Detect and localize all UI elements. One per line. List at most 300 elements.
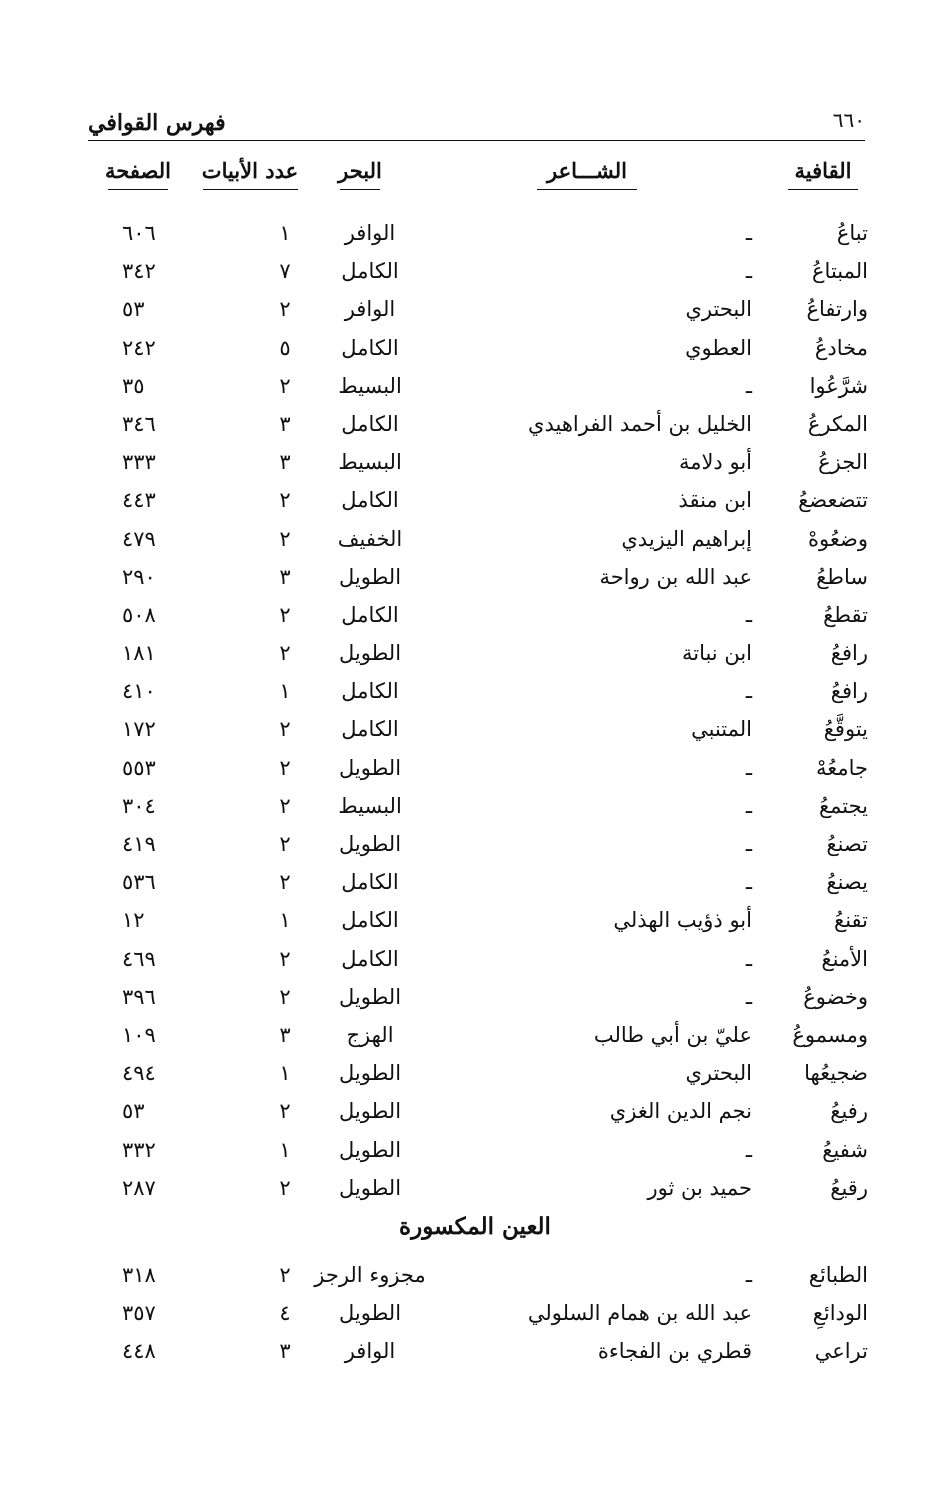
cell-abyat-text: ٥ xyxy=(279,335,291,360)
cell-safha-text: ٣٥٧ xyxy=(122,1301,156,1325)
cell-safha-text: ٥٣ xyxy=(122,297,145,322)
cell-abyat xyxy=(245,565,325,589)
cell-safha xyxy=(122,527,192,551)
table-row xyxy=(0,251,950,289)
cell-qafia-text: رقيعُ xyxy=(830,1175,868,1200)
cell-shaer xyxy=(682,641,752,665)
cell-shaer xyxy=(610,1099,752,1123)
cell-shaer xyxy=(598,1339,752,1363)
cell-abyat xyxy=(245,717,325,741)
table-row xyxy=(0,595,950,633)
cell-safha xyxy=(122,336,192,360)
cell-shaer-text: العطوي xyxy=(685,335,752,360)
cell-shaer xyxy=(746,679,752,703)
cell-abyat-text: ٣ xyxy=(279,564,291,589)
cell-abyat xyxy=(245,259,325,283)
cell-bahr xyxy=(310,488,430,512)
cell-safha-text: ٣٤٢ xyxy=(122,259,156,284)
cell-abyat-text: ٢ xyxy=(279,793,291,818)
cell-bahr-text: الطويل xyxy=(338,1099,402,1124)
cell-qafia xyxy=(822,1138,868,1162)
cell-bahr xyxy=(310,870,430,894)
cell-bahr-text: مجزوء الرجز xyxy=(314,1263,426,1287)
table-row xyxy=(0,786,950,824)
table-row xyxy=(0,1168,950,1206)
cell-qafia xyxy=(815,336,868,360)
column-label-bahr: البحر xyxy=(338,158,382,183)
cell-qafia xyxy=(821,947,868,971)
cell-bahr xyxy=(310,297,430,321)
cell-shaer xyxy=(686,1061,753,1085)
cell-safha-text: ٤٦٩ xyxy=(122,946,156,971)
cell-bahr xyxy=(310,527,430,551)
cell-shaer xyxy=(686,297,753,321)
cell-bahr-text: البسيط xyxy=(338,793,402,818)
cell-abyat xyxy=(245,947,325,971)
cell-shaer xyxy=(678,488,752,512)
cell-qafia-text: ومسموعُ xyxy=(792,1022,868,1047)
cell-qafia xyxy=(808,412,868,436)
cell-safha xyxy=(122,1339,192,1363)
cell-safha-text: ١٨١ xyxy=(122,641,156,666)
cell-abyat-text: ٢ xyxy=(279,946,291,971)
cell-qafia-text: وخضوعُ xyxy=(803,984,868,1009)
cell-bahr-text: الطويل xyxy=(338,1301,402,1325)
cell-qafia-text: تراعي xyxy=(814,1339,868,1363)
cell-abyat-text: ١ xyxy=(279,679,291,704)
cell-shaer-text: ـ xyxy=(745,1137,752,1162)
cell-safha-text: ٦٠٦ xyxy=(122,221,156,245)
cell-bahr xyxy=(310,1099,430,1123)
cell-bahr-text: الكامل xyxy=(341,488,399,513)
table-row xyxy=(0,900,950,938)
cell-abyat xyxy=(245,1099,325,1123)
cell-shaer-text: ـ xyxy=(745,602,752,627)
cell-safha xyxy=(122,717,192,741)
cell-shaer xyxy=(679,450,752,474)
cell-safha xyxy=(122,1061,192,1085)
cell-safha xyxy=(122,1176,192,1200)
cell-abyat-text: ٢ xyxy=(279,641,291,666)
cell-shaer-text: ابن منقذ xyxy=(678,488,752,513)
rhyme-index-list xyxy=(0,213,950,1206)
cell-abyat-text: ٢ xyxy=(279,297,291,322)
cell-bahr xyxy=(310,1023,430,1047)
cell-abyat-text: ٢ xyxy=(279,717,291,742)
column-label-shaer: الشـــاعر xyxy=(547,158,627,183)
cell-abyat-text: ٤ xyxy=(279,1301,291,1325)
cell-bahr-text: الطويل xyxy=(338,1061,402,1086)
cell-qafia xyxy=(831,641,868,665)
cell-bahr xyxy=(310,908,430,932)
cell-abyat-text: ٧ xyxy=(279,259,291,284)
cell-safha-text: ٤٤٨ xyxy=(122,1339,156,1363)
cell-shaer-text: ـ xyxy=(745,946,752,971)
column-header-abyat xyxy=(195,158,305,190)
cell-bahr xyxy=(310,336,430,360)
cell-bahr xyxy=(310,374,430,398)
cell-safha xyxy=(122,1263,192,1287)
cell-abyat xyxy=(245,450,325,474)
cell-safha xyxy=(122,985,192,1009)
column-header-qafia xyxy=(773,158,873,190)
cell-qafia-text: رافعُ xyxy=(830,641,868,666)
table-row xyxy=(0,289,950,327)
table-row xyxy=(0,671,950,709)
table-row xyxy=(0,519,950,557)
cell-abyat-text: ٣ xyxy=(279,1022,291,1047)
cell-abyat-text: ٣ xyxy=(279,450,291,475)
cell-safha xyxy=(122,488,192,512)
cell-bahr xyxy=(310,947,430,971)
table-row xyxy=(0,442,950,480)
cell-bahr xyxy=(310,603,430,627)
cell-qafia xyxy=(812,259,868,283)
cell-qafia xyxy=(818,450,868,474)
cell-shaer-text: ابن نباتة xyxy=(681,641,752,666)
cell-shaer xyxy=(746,374,752,398)
cell-shaer xyxy=(746,870,752,894)
cell-safha-text: ١٠٩ xyxy=(122,1022,156,1047)
cell-qafia-text: يتوقَّعُ xyxy=(823,717,868,742)
cell-abyat xyxy=(245,1176,325,1200)
cell-bahr-text: الوافر xyxy=(344,221,396,245)
cell-qafia xyxy=(804,1061,868,1085)
cell-shaer-text: إبراهيم اليزيدي xyxy=(621,526,752,551)
cell-bahr xyxy=(310,450,430,474)
cell-bahr xyxy=(310,259,430,283)
cell-abyat-text: ٢ xyxy=(279,488,291,513)
cell-safha xyxy=(122,221,192,245)
cell-qafia xyxy=(803,985,868,1009)
cell-bahr xyxy=(310,756,430,780)
cell-bahr xyxy=(310,794,430,818)
cell-safha-text: ٤٩٤ xyxy=(122,1061,156,1086)
cell-shaer xyxy=(746,1138,752,1162)
cell-bahr-text: الكامل xyxy=(341,717,399,742)
cell-qafia-text: الطبائع xyxy=(808,1263,868,1287)
cell-qafia xyxy=(809,1263,868,1287)
table-row xyxy=(0,748,950,786)
cell-qafia xyxy=(816,565,868,589)
cell-abyat xyxy=(245,908,325,932)
cell-bahr-text: الطويل xyxy=(338,984,402,1009)
cell-abyat xyxy=(245,488,325,512)
cell-abyat-text: ١ xyxy=(279,1137,291,1162)
cell-shaer xyxy=(746,756,752,780)
cell-safha xyxy=(122,908,192,932)
cell-qafia xyxy=(816,756,868,780)
cell-abyat-text: ٣ xyxy=(279,1339,291,1363)
cell-shaer-text: الخليل بن أحمد الفراهيدي xyxy=(528,411,752,436)
cell-bahr-text: الطويل xyxy=(338,1175,402,1200)
cell-safha xyxy=(122,1099,192,1123)
cell-qafia-text: ساطعُ xyxy=(816,564,868,589)
cell-abyat-text: ٢ xyxy=(279,373,291,398)
cell-shaer-text: قطري بن الفجاءة xyxy=(597,1339,752,1363)
cell-bahr-text: الهزج xyxy=(346,1022,394,1047)
cell-abyat-text: ٢ xyxy=(279,1263,291,1287)
cell-shaer-text: البحتري xyxy=(685,297,752,322)
cell-qafia xyxy=(830,1176,868,1200)
cell-safha xyxy=(122,412,192,436)
cell-safha-text: ٥٣٦ xyxy=(122,870,156,895)
cell-safha-text: ٥٣ xyxy=(122,1099,145,1124)
cell-qafia-text: رافعُ xyxy=(830,679,868,704)
cell-safha xyxy=(122,603,192,627)
cell-bahr xyxy=(310,221,430,245)
cell-shaer-text: أبو ذؤيب الهذلي xyxy=(613,908,752,933)
cell-bahr-text: الطويل xyxy=(338,564,402,589)
cell-qafia-text: تقنعُ xyxy=(834,908,868,933)
column-header-bahr xyxy=(315,158,405,190)
cell-shaer xyxy=(746,985,752,1009)
cell-qafia-text: يجتمعُ xyxy=(818,793,868,818)
cell-shaer-text: ـ xyxy=(745,755,752,780)
cell-shaer-text: ـ xyxy=(745,679,752,704)
cell-bahr-text: الطويل xyxy=(338,832,402,856)
cell-qafia-text: وارتفاعُ xyxy=(806,297,868,322)
cell-safha-text: ٣٤٦ xyxy=(122,411,156,436)
cell-shaer xyxy=(746,603,752,627)
cell-abyat-text: ١ xyxy=(279,908,291,933)
table-row xyxy=(0,709,950,747)
cell-bahr-text: الوافر xyxy=(344,297,396,322)
page-number: ٦٦٠ xyxy=(832,108,865,132)
cell-safha xyxy=(122,565,192,589)
cell-abyat xyxy=(245,603,325,627)
cell-abyat-text: ٣ xyxy=(279,411,291,436)
cell-safha-text: ٥٠٨ xyxy=(122,602,156,627)
cell-safha xyxy=(122,641,192,665)
cell-abyat xyxy=(245,336,325,360)
cell-safha-text: ٣٠٤ xyxy=(122,793,156,818)
cell-qafia xyxy=(837,221,868,245)
cell-shaer-text: ـ xyxy=(745,832,752,856)
cell-safha-text: ٤١٩ xyxy=(122,832,156,856)
cell-qafia xyxy=(826,832,868,856)
cell-safha-text: ٤١٠ xyxy=(122,679,156,704)
cell-safha xyxy=(122,870,192,894)
section-heading: العين المكسورة xyxy=(399,1213,551,1240)
cell-bahr xyxy=(310,1138,430,1162)
cell-shaer xyxy=(746,1263,752,1287)
cell-abyat-text: ٢ xyxy=(279,755,291,780)
cell-qafia-text: يصنعُ xyxy=(826,870,868,895)
cell-qafia xyxy=(830,1099,868,1123)
cell-qafia-text: رفيعُ xyxy=(830,1099,868,1124)
cell-bahr xyxy=(310,1301,430,1325)
cell-bahr xyxy=(310,985,430,1009)
cell-qafia-text: وضعُوهْ xyxy=(808,526,868,551)
table-row xyxy=(0,1130,950,1168)
cell-bahr-text: الوافر xyxy=(344,1339,396,1363)
column-label-qafia: القافية xyxy=(794,158,852,183)
cell-safha-text: ٢٨٧ xyxy=(122,1175,156,1200)
cell-safha xyxy=(122,259,192,283)
section-rhyme-list xyxy=(0,1255,950,1369)
cell-abyat xyxy=(245,1339,325,1363)
cell-shaer-text: المتنبي xyxy=(691,717,752,742)
column-header-safha xyxy=(98,158,178,190)
cell-shaer-text: نجم الدين الغزي xyxy=(609,1099,752,1124)
cell-shaer xyxy=(746,947,752,971)
cell-abyat xyxy=(245,1301,325,1325)
table-row xyxy=(0,213,950,251)
cell-shaer-text: ـ xyxy=(745,984,752,1009)
table-row xyxy=(0,328,950,366)
cell-bahr-text: الكامل xyxy=(341,411,399,436)
cell-abyat xyxy=(245,1263,325,1287)
cell-abyat xyxy=(245,297,325,321)
cell-bahr-text: الكامل xyxy=(341,870,399,895)
cell-safha-text: ٢٤٢ xyxy=(122,335,156,360)
cell-qafia xyxy=(824,717,868,741)
cell-abyat-text: ٢ xyxy=(279,1175,291,1200)
cell-safha xyxy=(122,756,192,780)
cell-abyat-text: ٢ xyxy=(279,526,291,551)
cell-bahr-text: الكامل xyxy=(341,946,399,971)
cell-shaer-text: ـ xyxy=(745,221,752,245)
cell-qafia-text: تباعُ xyxy=(836,221,868,245)
cell-shaer-text: حميد بن ثور xyxy=(647,1175,752,1200)
cell-safha xyxy=(122,297,192,321)
cell-qafia xyxy=(806,297,868,321)
table-row xyxy=(0,1053,950,1091)
cell-safha xyxy=(122,374,192,398)
cell-safha xyxy=(122,1301,192,1325)
cell-abyat xyxy=(245,1023,325,1047)
cell-bahr-text: الكامل xyxy=(341,908,399,933)
cell-shaer xyxy=(594,1023,752,1047)
cell-bahr-text: الكامل xyxy=(341,259,399,284)
cell-safha xyxy=(122,832,192,856)
table-row xyxy=(0,557,950,595)
table-row xyxy=(0,633,950,671)
cell-bahr xyxy=(310,1176,430,1200)
cell-safha xyxy=(122,679,192,703)
cell-safha-text: ٣٣٢ xyxy=(122,1137,156,1162)
index-title: فهرس القوافي xyxy=(88,110,226,136)
cell-safha xyxy=(122,1138,192,1162)
cell-qafia-text: الجزعُ xyxy=(818,450,868,475)
cell-safha xyxy=(122,1023,192,1047)
cell-qafia-text: الودائعِ xyxy=(812,1301,868,1325)
cell-shaer xyxy=(528,1301,752,1325)
cell-qafia xyxy=(823,603,868,627)
cell-shaer-text: ـ xyxy=(745,259,752,284)
cell-abyat xyxy=(245,641,325,665)
cell-safha xyxy=(122,450,192,474)
cell-bahr-text: الطويل xyxy=(338,755,402,780)
cell-shaer xyxy=(685,336,752,360)
table-row xyxy=(0,1015,950,1053)
cell-qafia xyxy=(834,908,868,932)
cell-bahr xyxy=(310,832,430,856)
column-header-shaer xyxy=(527,158,647,190)
table-row xyxy=(0,824,950,862)
cell-shaer-text: ـ xyxy=(745,1263,752,1287)
cell-shaer xyxy=(621,527,752,551)
cell-abyat-text: ٢ xyxy=(279,984,291,1009)
cell-abyat-text: ٢ xyxy=(279,1099,291,1124)
table-row xyxy=(0,1293,950,1331)
cell-qafia-text: المبتاعُ xyxy=(812,259,868,284)
cell-abyat-text: ٢ xyxy=(279,832,291,856)
table-row xyxy=(0,862,950,900)
cell-abyat xyxy=(245,870,325,894)
cell-shaer-text: البحتري xyxy=(685,1061,752,1086)
cell-abyat xyxy=(245,985,325,1009)
cell-shaer xyxy=(599,565,752,589)
cell-bahr xyxy=(310,641,430,665)
cell-safha-text: ٥٥٣ xyxy=(122,755,156,780)
cell-safha-text: ٣٥ xyxy=(122,373,145,398)
cell-bahr-text: البسيط xyxy=(338,450,402,475)
table-row xyxy=(0,1331,950,1369)
cell-abyat xyxy=(245,527,325,551)
cell-qafia xyxy=(831,679,868,703)
cell-shaer xyxy=(613,908,752,932)
cell-abyat xyxy=(245,374,325,398)
cell-shaer xyxy=(746,832,752,856)
cell-safha-text: ٢٩٠ xyxy=(122,564,156,589)
cell-abyat xyxy=(245,794,325,818)
cell-bahr xyxy=(310,412,430,436)
table-row xyxy=(0,1255,950,1293)
cell-qafia-text: شفيعُ xyxy=(822,1137,868,1162)
cell-shaer xyxy=(746,794,752,818)
table-row xyxy=(0,1091,950,1129)
cell-shaer-text: أبو دلامة xyxy=(678,450,752,475)
cell-bahr-text: الطويل xyxy=(338,1137,402,1162)
cell-abyat xyxy=(245,1138,325,1162)
cell-qafia-text: الأمنعُ xyxy=(821,946,868,971)
cell-qafia xyxy=(813,1301,868,1325)
cell-bahr xyxy=(310,1339,430,1363)
cell-bahr-text: الكامل xyxy=(341,335,399,360)
cell-abyat xyxy=(245,756,325,780)
cell-abyat xyxy=(245,221,325,245)
cell-shaer-text: ـ xyxy=(745,373,752,398)
cell-bahr xyxy=(310,1263,430,1287)
table-row xyxy=(0,366,950,404)
cell-qafia xyxy=(810,374,868,398)
cell-shaer-text: عبد الله بن رواحة xyxy=(599,564,752,589)
cell-abyat xyxy=(245,832,325,856)
cell-shaer xyxy=(746,221,752,245)
cell-shaer-text: عبد الله بن همام السلولي xyxy=(527,1301,752,1325)
cell-qafia xyxy=(808,527,868,551)
cell-shaer-text: عليّ بن أبي طالب xyxy=(593,1022,752,1047)
cell-qafia-text: شرَّعُوا xyxy=(809,373,868,398)
cell-bahr xyxy=(310,1061,430,1085)
cell-shaer xyxy=(528,412,752,436)
cell-bahr-text: البسيط xyxy=(338,373,402,398)
cell-qafia-text: تقطعُ xyxy=(823,602,868,627)
cell-qafia xyxy=(815,1339,868,1363)
page-header xyxy=(88,108,865,141)
column-label-abyat: عدد الأبيات xyxy=(201,158,299,183)
cell-qafia-text: ضجيعُها xyxy=(804,1061,868,1086)
cell-bahr-text: الطويل xyxy=(338,641,402,666)
table-row xyxy=(0,939,950,977)
cell-safha-text: ١٧٢ xyxy=(122,717,156,742)
cell-bahr-text: الكامل xyxy=(341,602,399,627)
cell-qafia-text: جامعُهْ xyxy=(815,755,868,780)
cell-safha-text: ٤٤٣ xyxy=(122,488,156,513)
cell-safha-text: ٣٩٦ xyxy=(122,984,156,1009)
